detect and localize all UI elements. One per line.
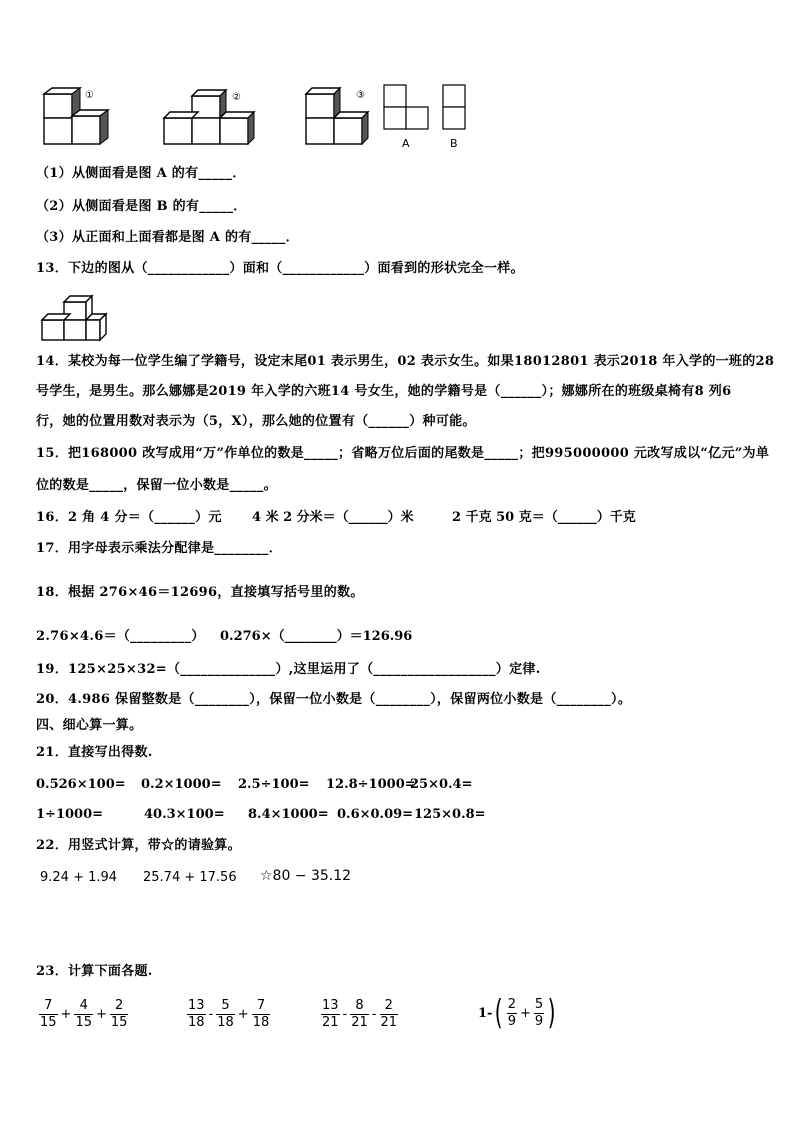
view-a-shape <box>382 84 432 132</box>
view-b-shape <box>441 84 469 132</box>
cube-figure-1 <box>38 86 128 148</box>
q21-item: 8.4×1000= <box>248 807 329 822</box>
figure-3-label: ③ <box>356 90 365 101</box>
fraction: $\frac{8}{21}$ <box>351 998 368 1030</box>
q17-text: 17．用字母表示乘法分配律是________． <box>36 541 282 556</box>
q21-item: 0.2×1000= <box>141 777 222 792</box>
q21-item: 1÷1000= <box>36 807 104 822</box>
q15-line1: 15．把168000 改写成用“万”作单位的数是_____；省略万位后面的尾数是_____；把995000000 元改写成以“亿元”为单 <box>36 446 770 461</box>
q22-item: 25.74 + 17.56 <box>143 870 237 885</box>
q21-item: 2.5÷100= <box>238 777 310 792</box>
q22-item: 9.24 + 1.94 <box>40 870 118 885</box>
q21-item: 40.3×100= <box>144 807 225 822</box>
q16-part-a: 16．2 角 4 分＝（______）元 <box>36 510 222 525</box>
q20-text: 20．4.986 保留整数是（________），保留一位小数是（________），保留两位小数是（________）。 <box>36 692 632 707</box>
cube-figure-2 <box>160 86 260 148</box>
fraction: $\frac{2}{15}$ <box>110 998 128 1030</box>
q19-text: 19．125×25×32=（______________）,这里运用了（__________________）定律. <box>36 662 541 677</box>
q12-sub1: （1）从侧面看是图 A 的有_____． <box>36 166 246 181</box>
q21-item: 0.526×100= <box>36 777 126 792</box>
q23-expression-1: $\frac{7}{15}$ + $\frac{4}{15}$ + $\frac{2}{15}$ <box>40 998 128 1030</box>
fraction: $\frac{2}{9}$ <box>507 996 516 1029</box>
q22-item: ☆80 − 35.12 <box>260 868 352 884</box>
q12-sub3: （3）从正面和上面看都是图 A 的有_____． <box>36 230 299 245</box>
q23-expression-3: $\frac{13}{21}$ - $\frac{8}{21}$ - $\frac{2}{21}$ <box>322 998 398 1030</box>
left-paren: ( <box>495 993 504 1033</box>
figure-1-label: ① <box>85 90 94 101</box>
q14-line3: 行，她的位置用数对表示为（5，X），那么她的位置有（______）种可能。 <box>36 414 476 429</box>
cube-figure-3 <box>302 82 382 148</box>
fraction: $\frac{13}{18}$ <box>188 998 205 1030</box>
figure-2-label: ② <box>232 92 241 103</box>
q21-item: 0.6×0.09= <box>337 807 414 822</box>
q23-expression-2: $\frac{13}{18}$ - $\frac{5}{18}$ + $\frac{7}{18}$ <box>188 998 270 1030</box>
section-4-heading: 四、细心算一算。 <box>36 718 143 733</box>
q21-item: 25×0.4= <box>410 777 473 792</box>
fraction: $\frac{5}{9}$ <box>534 996 544 1029</box>
view-a-label: A <box>402 137 410 150</box>
fraction: $\frac{13}{21}$ <box>322 998 339 1030</box>
q23-stem: 23．计算下面各题. <box>36 964 153 979</box>
q23-expression-4: 1-( $\frac{2}{9}$ + $\frac{5}{9}$ ) <box>478 993 556 1033</box>
q21-stem: 21．直接写出得数. <box>36 745 153 760</box>
fraction: $\frac{2}{21}$ <box>380 998 398 1030</box>
q14-line1: 14．某校为每一位学生编了学籍号，设定末尾01 表示男生，02 表示女生。如果18012801 表示2018 年入学的一班的28 <box>36 354 775 369</box>
q13-cube-figure <box>40 292 112 344</box>
q21-item: 125×0.8= <box>414 807 486 822</box>
q16-part-b: 4 米 2 分米＝（______）米 <box>252 510 414 525</box>
fraction: $\frac{4}{15}$ <box>75 998 92 1030</box>
q12-sub2: （2）从侧面看是图 B 的有_____． <box>36 199 247 214</box>
q18-part-b: 0.276×（________）＝126.96 <box>220 629 413 644</box>
view-b-label: B <box>450 137 458 150</box>
q15-line2: 位的数是_____，保留一位小数是_____。 <box>36 478 277 493</box>
q14-line2: 号学生，是男生。那么娜娜是2019 年入学的六班14 号女生，她的学籍号是（______）；娜娜所在的班级桌椅有8 列6 <box>36 384 732 399</box>
right-paren: ) <box>547 993 556 1033</box>
q18-part-a: 2.76×4.6＝（_________） <box>36 629 205 644</box>
fraction: $\frac{7}{15}$ <box>40 998 57 1030</box>
q18-stem: 18．根据 276×46＝12696，直接填写括号里的数。 <box>36 585 364 600</box>
q13-text: 13．下边的图从（____________）面和（____________）面看到的形状完全一样。 <box>36 261 524 276</box>
fraction: $\frac{7}{18}$ <box>252 998 270 1030</box>
q21-item: 12.8÷1000= <box>326 777 416 792</box>
fraction: $\frac{5}{18}$ <box>217 998 234 1030</box>
q22-stem: 22．用竖式计算，带☆的请验算。 <box>36 838 241 853</box>
q16-part-c: 2 千克 50 克＝（______）千克 <box>452 510 636 525</box>
